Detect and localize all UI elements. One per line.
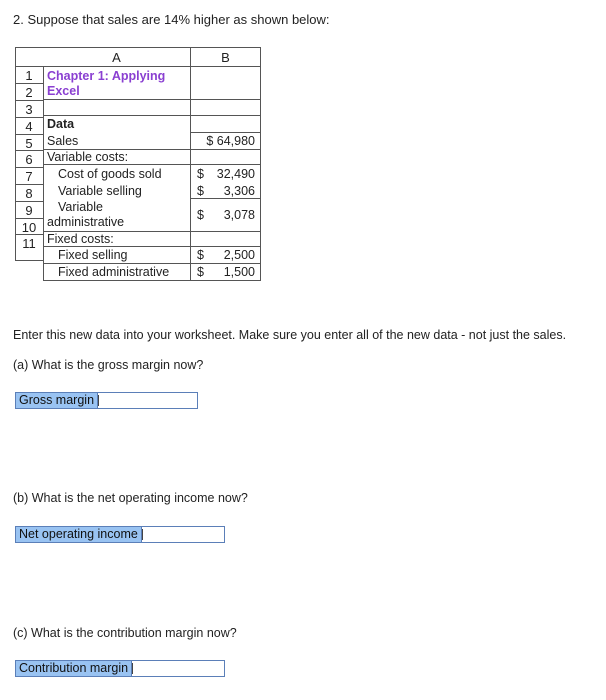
row-number-1: 1 — [25, 68, 33, 83]
column-header-b: B — [190, 47, 261, 67]
column-header-a: A — [43, 47, 191, 67]
question-a-text: (a) What is the gross margin now? — [13, 358, 204, 372]
net-operating-income-label: Net operating income — [16, 527, 142, 542]
fixed-selling-label: Fixed selling — [58, 248, 128, 262]
instructions-text: Enter this new data into your worksheet. Make sure you enter all of the new data - not just the sales. — [13, 328, 567, 342]
data-heading: Data — [47, 117, 75, 131]
cogs-label: Cost of goods sold — [58, 167, 162, 181]
question-b-text: (b) What is the net operating income now? — [13, 491, 248, 505]
column-header-blank — [15, 47, 44, 67]
row-number-10: 10 — [21, 220, 37, 235]
row-number-4: 4 — [25, 119, 33, 134]
row-number-3: 3 — [25, 102, 33, 117]
contribution-margin-answer — [15, 660, 225, 677]
row-number-7: 7 — [25, 169, 33, 184]
fixed-admin-label: Fixed administrative — [58, 265, 170, 279]
chapter-title-line2: Excel — [47, 84, 80, 98]
question-c-text: (c) What is the contribution margin now? — [13, 626, 237, 640]
contribution-margin-label: Contribution margin — [16, 661, 132, 676]
question-title: 2. Suppose that sales are 14% higher as shown below: — [13, 12, 330, 27]
row-number-8: 8 — [25, 186, 33, 201]
row-number-5: 5 — [25, 136, 33, 151]
row-number-6: 6 — [25, 152, 33, 167]
fixed-costs-label: Fixed costs: — [47, 232, 114, 246]
variable-costs-label: Variable costs: — [47, 150, 129, 164]
contribution-margin-input[interactable] — [133, 661, 215, 676]
spreadsheet: A B 1 2 3 4 5 6 7 8 9 10 11 Chapter 1: Applying Excel Data Sales Variable costs: Cost of goods sold Variable selling Variable administrative Fixed costs: Fixed selling Fixed administrative $ 64,980 $ 32,490 $ 3,306 $ 3,078 $ 2,500 $ 1,500 — [15, 47, 261, 281]
row-number-11: 11 — [22, 236, 36, 251]
sales-label: Sales — [47, 134, 79, 148]
variable-selling-label: Variable selling — [58, 184, 142, 198]
net-operating-income-input[interactable] — [143, 527, 219, 542]
gross-margin-input[interactable] — [99, 393, 175, 408]
variable-admin-label-line1: Variable — [58, 200, 103, 214]
row-number-9: 9 — [25, 203, 33, 218]
gross-margin-label: Gross margin — [16, 393, 98, 408]
gross-margin-answer — [15, 392, 198, 409]
variable-admin-label-line2: administrative — [47, 215, 125, 229]
net-operating-income-answer — [15, 526, 225, 543]
chapter-title-line1: Chapter 1: Applying — [47, 69, 166, 83]
row-number-2: 2 — [25, 85, 33, 100]
